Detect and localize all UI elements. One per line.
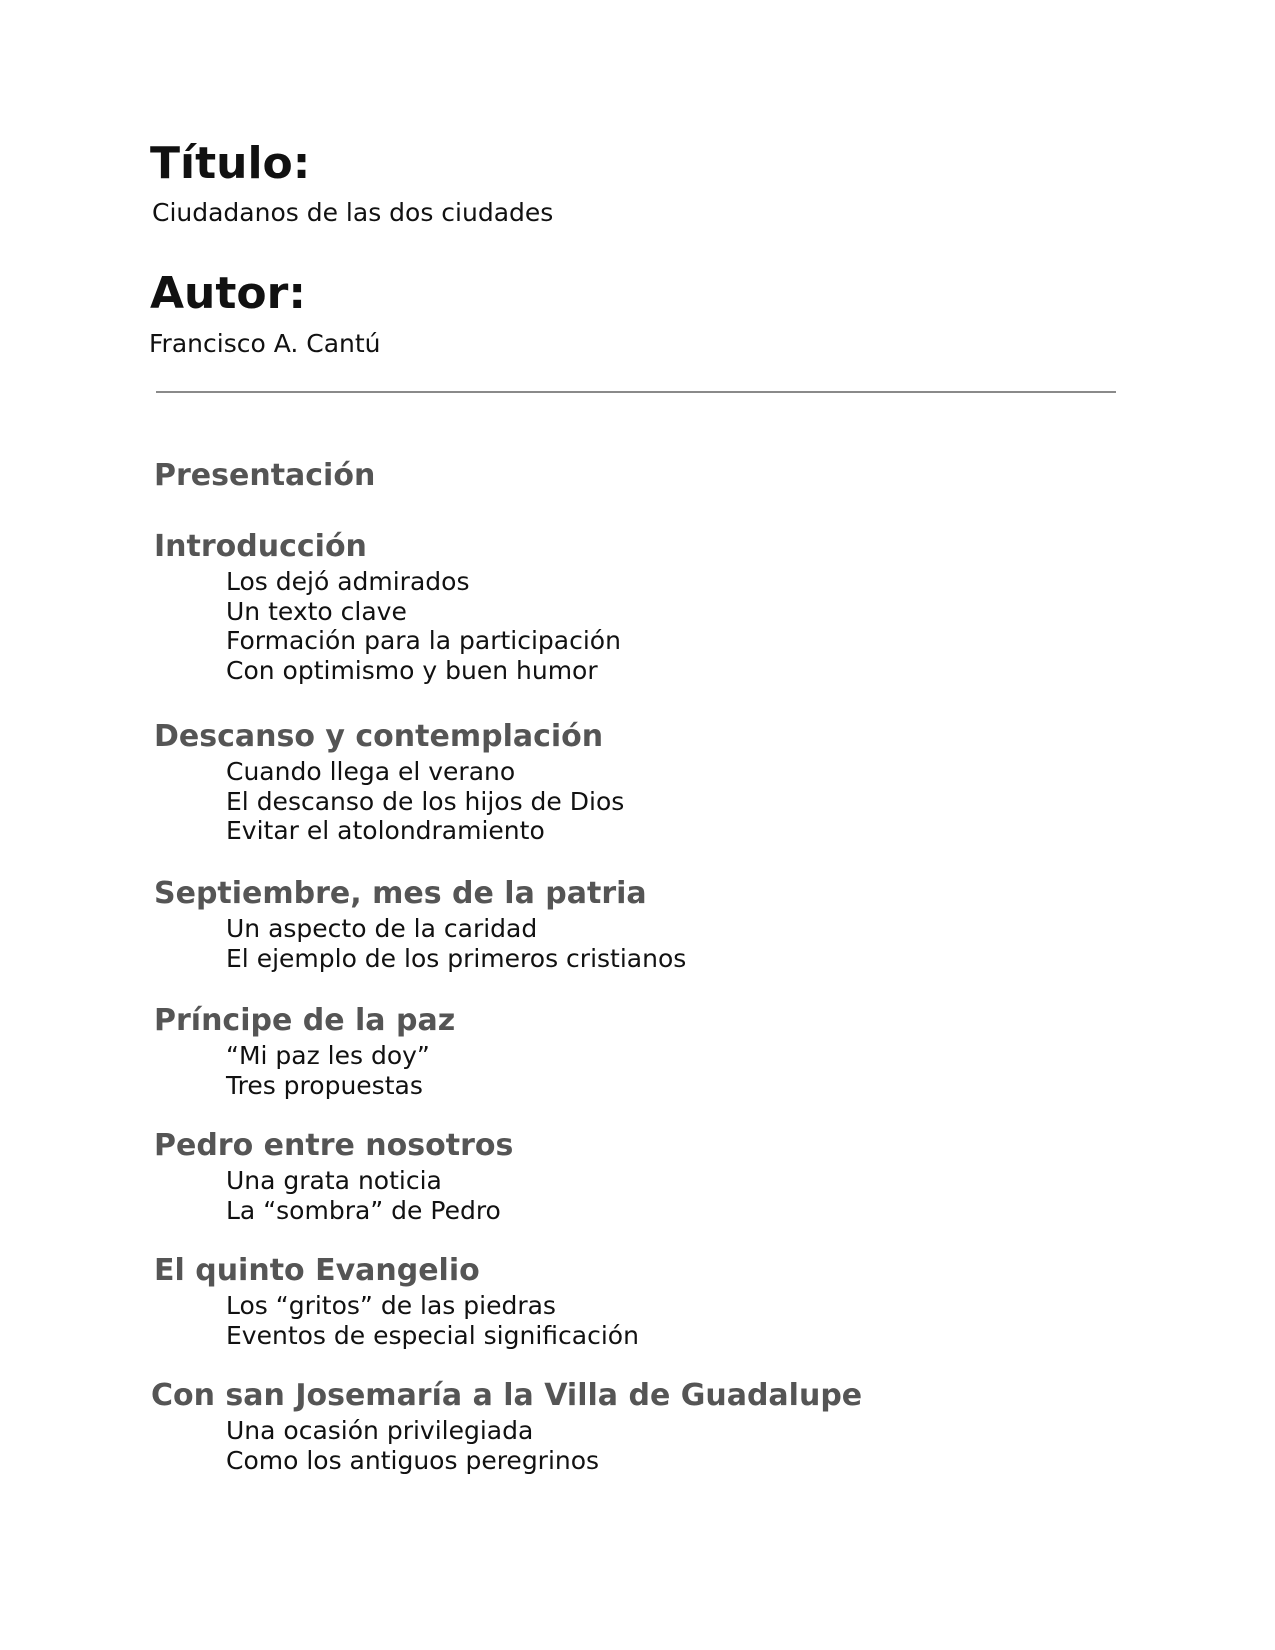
toc-subitem: Un texto clave — [226, 596, 407, 626]
header-divider — [156, 391, 1116, 393]
toc-chapter-title: Introducción — [154, 529, 367, 564]
toc-chapter-title: Descanso y contemplación — [154, 719, 604, 754]
toc-section — [154, 876, 1154, 973]
toc-subitem-list — [154, 914, 1154, 973]
toc-subitem-list — [154, 567, 1154, 685]
toc-subitem: Evitar el atolondramiento — [226, 816, 545, 845]
title-value: Ciudadanos de las dos ciudades — [152, 198, 554, 227]
toc-subitem: El descanso de los hijos de Dios — [226, 786, 625, 816]
toc-section — [151, 1378, 1151, 1475]
toc-subitem: Con optimismo y buen humor — [226, 655, 598, 685]
toc-section — [154, 1003, 1154, 1100]
toc-subitem: Cuando llega el verano — [226, 757, 516, 786]
toc-subitem-list — [154, 1291, 1154, 1350]
toc-subitem: Los dejó admirados — [226, 567, 470, 596]
toc-subitem: Tres propuestas — [226, 1070, 423, 1100]
toc-subitem: La “sombra” de Pedro — [226, 1195, 501, 1225]
toc-subitem: Una grata noticia — [226, 1166, 442, 1195]
toc-subitem: “Mi paz les doy” — [226, 1041, 430, 1070]
toc-subitem: Formación para la participación — [226, 626, 621, 655]
toc-subitem-list — [151, 1416, 1151, 1475]
toc-subitem-list — [154, 1166, 1154, 1225]
toc-chapter-title: El quinto Evangelio — [154, 1253, 480, 1288]
toc-chapter-title: Presentación — [154, 458, 376, 493]
toc-chapter-title: Septiembre, mes de la patria — [154, 876, 647, 911]
toc-subitem-list — [154, 757, 1154, 846]
title-label: Título: — [150, 138, 311, 189]
toc-subitem: El ejemplo de los primeros cristianos — [226, 943, 687, 973]
toc-subitem: Una ocasión privilegiada — [226, 1416, 534, 1445]
toc-subitem-list — [154, 1041, 1154, 1100]
toc-section — [154, 458, 1154, 494]
toc-chapter-title: Pedro entre nosotros — [154, 1128, 514, 1163]
author-label: Autor: — [150, 268, 306, 319]
toc-subitem: Los “gritos” de las piedras — [226, 1291, 556, 1320]
toc-section — [154, 529, 1154, 685]
toc-subitem: Un aspecto de la caridad — [226, 914, 538, 943]
toc-section — [154, 719, 1154, 846]
author-value: Francisco A. Cantú — [149, 329, 381, 358]
toc-subitem: Eventos de especial significación — [226, 1320, 639, 1350]
toc-chapter-title: Con san Josemaría a la Villa de Guadalupe — [151, 1378, 863, 1413]
toc-chapter-title: Príncipe de la paz — [154, 1003, 456, 1038]
toc-section — [154, 1128, 1154, 1225]
toc-section — [154, 1253, 1154, 1350]
toc-subitem: Como los antiguos peregrinos — [226, 1445, 600, 1475]
